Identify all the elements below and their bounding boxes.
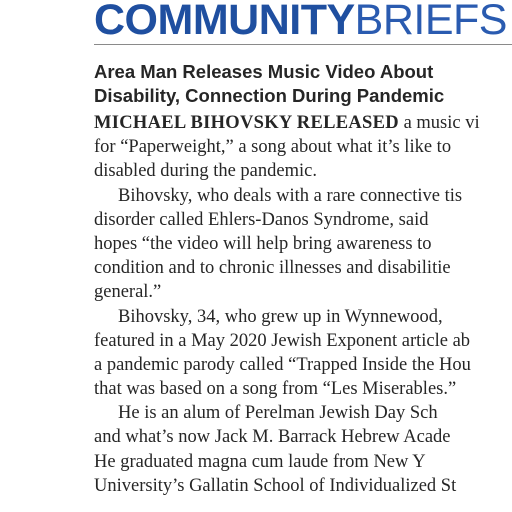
masthead-bold-word: COMMUNITY: [94, 0, 355, 44]
article-line-14: and what’s now Jack M. Barrack Hebrew Acade: [94, 427, 451, 448]
article-line-1-text: a music vi: [398, 113, 480, 133]
article-line-9: Bihovsky, 34, who grew up in Wynnewood,: [118, 306, 443, 327]
article-line-2: for “Paperweight,” a song about what it’s like to: [94, 137, 452, 158]
masthead-light-word: BRIEFS: [354, 0, 507, 44]
article-line-3: disabled during the pandemic.: [94, 161, 317, 182]
masthead-rule: [94, 44, 512, 45]
article-line-12: that was based on a song from “Les Miserables.”: [94, 379, 457, 400]
article-line-5: disorder called Ehlers-Danos Syndrome, said: [94, 209, 429, 230]
section-masthead: [94, 0, 507, 46]
article-line-6: hopes “the video will help bring awareness to: [94, 233, 432, 254]
article-headline: [94, 60, 512, 107]
headline-line-2: Disability, Connection During Pandemic: [94, 84, 445, 106]
article-line-10: featured in a May 2020 Jewish Exponent article ab: [94, 330, 471, 351]
headline-line-1: Area Man Releases Music Video About: [94, 61, 434, 82]
article-line-16: University’s Gallatin School of Individualized St: [94, 475, 457, 496]
article-line-13: He is an alum of Perelman Jewish Day Sch: [118, 403, 438, 424]
article-line-1: [94, 111, 512, 135]
article-line-7: condition and to chronic illnesses and disabilitie: [94, 258, 451, 279]
article-line-11: a pandemic parody called “Trapped Inside the Hou: [94, 354, 471, 375]
article-line-8: general.”: [94, 282, 162, 303]
article-lead-in: MICHAEL BIHOVSKY RELEASED: [94, 113, 399, 133]
article-line-4: Bihovsky, who deals with a rare connective tis: [118, 185, 463, 206]
article-line-15: He graduated magna cum laude from New Y: [94, 451, 426, 472]
article-body: [94, 111, 512, 498]
